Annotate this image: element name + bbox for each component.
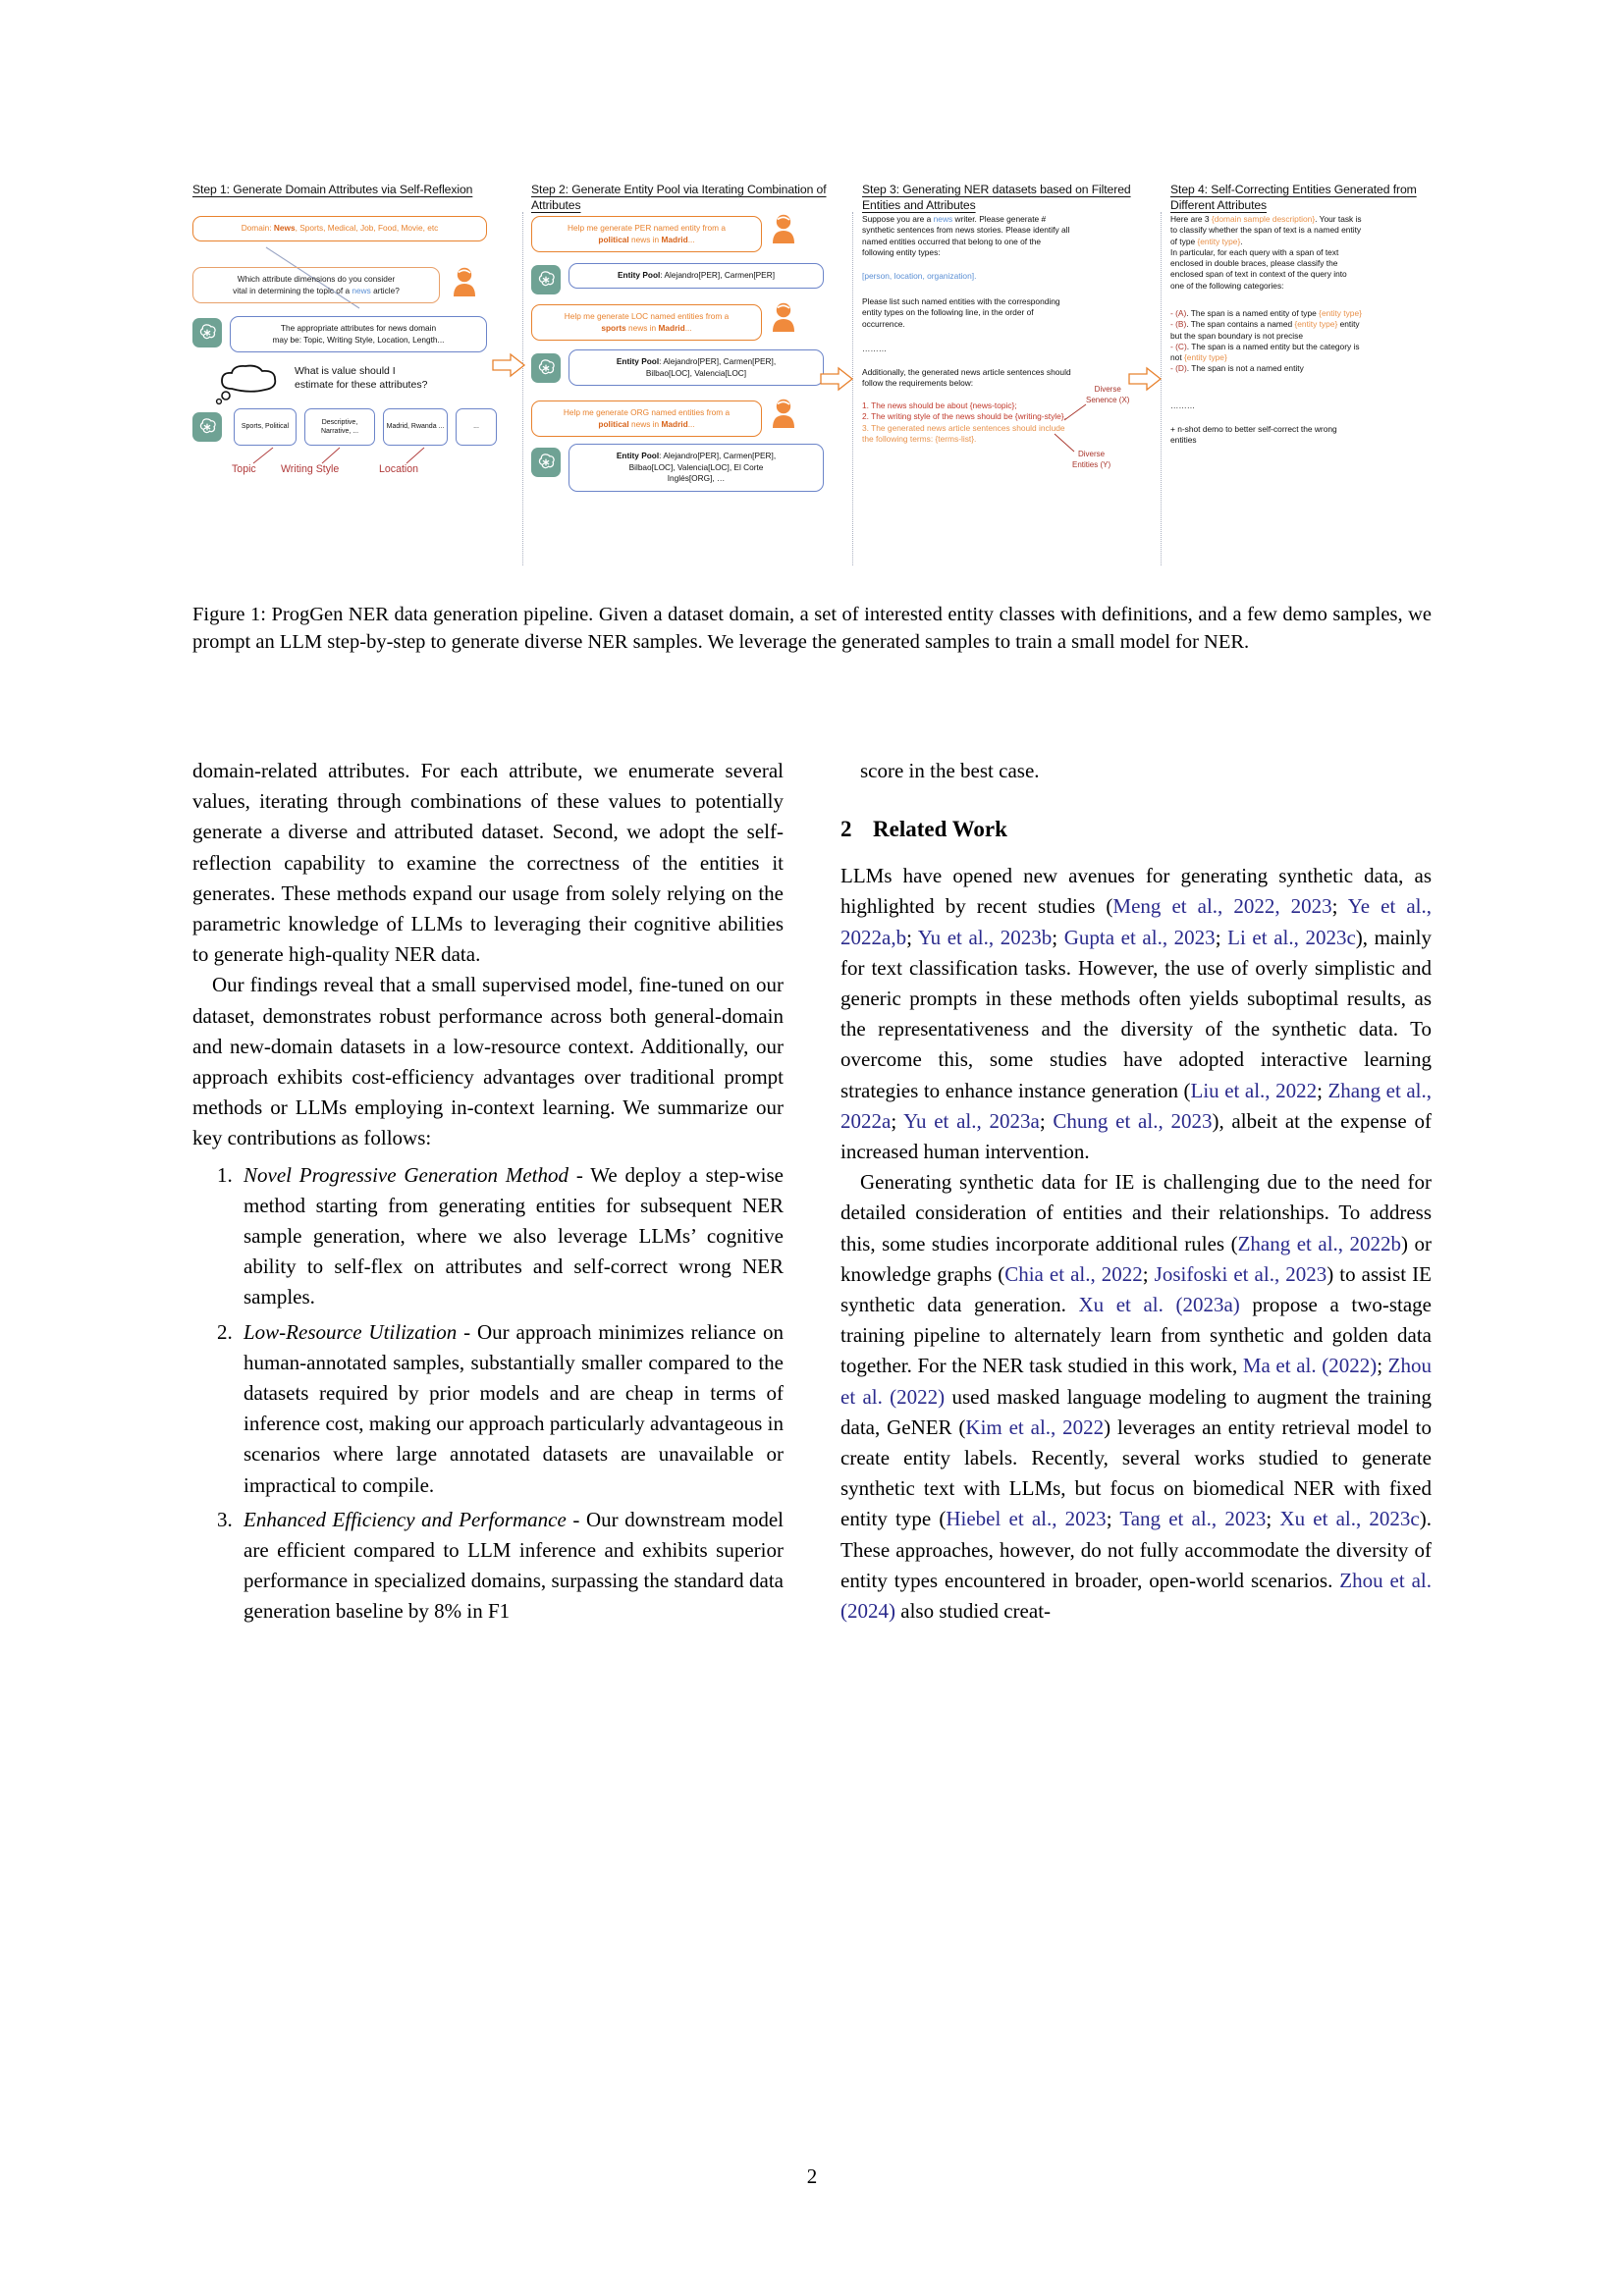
step2-entity-pool-1 [568,263,824,289]
option-b-cont: but the span boundary is not precise [1170,330,1304,341]
step2-prompt-2 [531,304,762,341]
attribute-box-topic: Sports, Political [234,408,297,446]
attr-label-writing-style: Writing Style [281,463,340,475]
step2-prompt-2-line-1: Help me generate LOC named entities from a [564,311,730,321]
gpt-answer-line-2: may be: Topic, Writing Style, Location, Length... [272,334,445,345]
user-question-line-2: vital in determining the topic of a news article? [233,285,400,295]
step4-prompt-header [1170,214,1432,292]
user-avatar-icon [452,267,477,296]
entity-pool-line: Entity Pool: Alejandro[PER], Carmen[PER], [616,451,777,460]
step3-line: follow the requirements below: [862,378,974,389]
citation-link[interactable]: Tang et al., 2023 [1119,1507,1267,1531]
paragraph-related-1: LLMs have opened new avenues for generating synthetic data, as highlighted by recent studies (Meng et al., 2022, 2023; Ye et al., 2022a,b; Yu et al., 2023b; Gupta et al., 2023; Li et al., 2023c), mainly for text classification tasks. However, the use of overly simplistic and generic prompts in these methods often yields suboptimal results, as the representativeness and the diversity of the synthetic data. To overcome this, some studies have adopted interactive learning strategies to enhance instance generation (Liu et al., 2022; Zhang et al., 2022a; Yu et al., 2023a; Chung et al., 2023), albeit at the expense of increased human intervention. [840,864,1432,1164]
option-c: - (C). The span is a named entity but the category is [1170,341,1360,351]
contribution-item-1 [238,1160,784,1313]
section-number: 2 [840,817,852,842]
annot-diverse-entities: Diverse Entities (Y) [1072,450,1111,469]
figure-1-pipeline [192,183,1432,575]
step3-line: entity types on the following line, in the order of [862,307,1034,318]
section-title: Related Work [873,817,1007,842]
requirement-2: 2. The writing style of the news should be {writing-style}. [862,411,1066,422]
step2-prompt-1-line-1: Help me generate PER named entity from a [568,223,726,233]
citation-link[interactable]: Hiebel et al., 2023 [946,1507,1107,1531]
citation-year-link[interactable]: (2022) [882,1384,946,1409]
option-d: - (D). The span is not a named entity [1170,363,1304,374]
step3-line: Please list such named entities with the corresponding [862,296,1060,306]
citation-link[interactable]: Kim et al., 2022 [965,1415,1105,1439]
step-2-title: Step 2: Generate Entity Pool via Iterating Combination of Attributes [531,183,827,212]
entity-pool-line: Bilbao[LOC], Valencia[LOC] [645,367,747,378]
requirement-3b: the following terms: {terms-list}. [862,433,977,444]
citation-link[interactable]: Liu et al., 2022 [1190,1078,1318,1102]
user-avatar-icon-3 [771,302,796,332]
domain-bubble-prefix: Domain: [241,223,274,233]
step3-line: Additionally, the generated news article sentences should [862,367,1071,377]
step2-prompt-1-line-2: political news in Madrid... [598,234,695,244]
contribution-body: - Our downstream model are efficient compared to LLM inference and exhibits superior performance in specialized domains, surpassing the standard data generation baseline by 8% in F1 [244,1507,784,1624]
citation-link[interactable]: Zhou et al. [840,1354,1432,1409]
step3-line: occurrence. [862,318,905,329]
citation-link[interactable]: Xu et al. [1078,1293,1164,1317]
entity-pool-line: Entity Pool: Alejandro[PER], Carmen[PER], [616,356,777,366]
contribution-item-2 [238,1317,784,1501]
step2-prompt-2-line-2: sports news in Madrid... [601,322,692,333]
step2-entity-pool-2 [568,349,824,386]
gpt-logo-icon-2 [192,412,222,442]
paragraph-related-2: Generating synthetic data for IE is challenging due to the need for detailed consideration of entities and their relationships. To address this, some studies incorporate additional rules (Zhang et al., 2022b) or knowledge graphs (Chia et al., 2022; Josifoski et al., 2023) to assist IE synthetic data generation. Xu et al. (2023a) propose a two-stage training pipeline to alternately learn from synthetic and golden data together. For the NER task studied in this work, Ma et al. (2022); Zhou et al. (2022) used masked language modeling to augment the training data, GeNER (Kim et al., 2022) leverages an entity retrieval model to create entity labels. Recently, several works studied to generate synthetic text with LLMs, but focus on biomedical NER with fixed entity type (Hiebel et al., 2023; Tang et al., 2023; Xu et al., 2023c). These approaches, however, do not fully accommodate the diversity of entity types encountered in broader, open-world scenarios. Zhou et al. (2024) also studied creat- [840,1170,1433,1624]
citation-link[interactable]: Zhang et al., 2022b [1237,1231,1402,1255]
citation-year-link[interactable]: (2022) [1316,1354,1378,1378]
citation-link[interactable]: Josifoski et al., 2023 [1154,1261,1327,1286]
step4-line: to classify whether the span of text is a named entity [1170,225,1362,236]
attribute-box-writing-style: Descriptive, Narrative, ... [304,408,375,446]
step4-line: Here are 3 {domain sample description}. Your task is [1170,214,1362,224]
domain-bubble-rest: , Sports, Medical, Job, Food, Movie, etc [295,223,439,233]
step4-tail-line-1: + n-shot demo to better self-correct the wrong [1170,424,1337,434]
figure-step-3 [862,183,1157,575]
user-question-bubble [192,267,440,303]
figure-caption: Figure 1: ProgGen NER data generation pipeline. Given a dataset domain, a set of interested entity classes with definitions, and a few demo samples, we prompt an LLM step-by-step to generate diverse NER samples. We leverage the generated samples to train a small model for NER. [192,604,1432,653]
step2-prompt-3-line-1: Help me generate ORG named entities from a [563,407,731,417]
paragraph-carryover: score in the best case. [860,759,1040,782]
step3-line: following entity types: [862,246,941,257]
user-question-line-1: Which attribute dimensions do you consider [237,274,396,284]
thought-line-1: What is value should I [295,365,396,377]
citation-link[interactable]: Xu et al., 2023c [1279,1507,1420,1531]
citation-link[interactable]: Chung et al., 2023 [1053,1108,1213,1133]
figure-step-2 [531,183,855,575]
citation-year-link[interactable]: (2024) [840,1599,895,1624]
step3-line: named entities occurred that belong to one of the [862,236,1042,246]
step4-line: In particular, for each query with a span of text [1170,246,1339,257]
step4-line: of type {entity type}. [1170,236,1243,246]
requirement-1: 1. The news should be about {news-topic}; [862,400,1017,410]
citation-link[interactable]: Ma et al. [1242,1354,1317,1378]
gpt-answer-bubble [230,316,487,352]
requirement-3a: 3. The generated news article sentences should include [862,422,1065,433]
page-number: 2 [806,2164,818,2188]
body-column-left [192,756,784,1631]
annot-diverse-sentence: Diverse Senence (X) [1086,385,1130,404]
figure-step-1 [192,183,516,575]
user-avatar-icon-2 [771,214,796,243]
attribute-box-more: ... [456,408,497,446]
user-avatar-icon-4 [771,399,796,428]
citation-year-link[interactable]: (2023a) [1163,1293,1240,1317]
step-4-title: Step 4: Self-Correcting Entities Generated from Different Attributes [1170,183,1417,212]
contribution-body: - Our approach minimizes reliance on human-annotated samples, substantially smaller compared to the datasets required by prior models and are cheap in terms of inference cost, making our approach particularly advantageous in scenarios where large annotated datasets are unavailable or impractical to compile. [244,1319,784,1497]
entity-pool-line: Bilbao[LOC], Valencia[LOC], El Corte [628,461,764,472]
figure-divider-1 [522,212,523,565]
contribution-body: - We deploy a step-wise method starting from generating entities for subsequent NER sample generation, where we also leverage LLMs’ cognitive ability to self-flex on attributes and self-correct wrong NER samples. [244,1162,784,1309]
citation-link[interactable]: Zhou et al. [1339,1568,1433,1592]
gpt-logo-icon-5 [531,448,561,477]
step4-tail [1170,424,1432,447]
step4-options [1170,308,1432,375]
citation-link[interactable]: Meng et al., 2022, 2023 [1112,894,1332,919]
domain-bubble-bold: News [273,223,296,233]
step2-prompt-3-line-2: political news in Madrid... [598,418,695,429]
option-b: - (B). The span contains a named {entity type} entity [1170,319,1360,330]
contribution-item-3 [238,1505,784,1628]
domain-bubble [192,216,487,241]
step4-line: enclosed in double braces, please classify the [1170,258,1338,269]
attribute-box-location: Madrid, Rwanda ... [383,408,448,446]
entity-types-line: [person, location, organization]. [862,271,977,281]
citation-link[interactable]: Ye et al., 2022a,b [840,894,1432,949]
gpt-answer-line-1: The appropriate attributes for news domain [280,323,437,333]
step3-entity-types [862,271,1157,282]
gpt-logo-icon-4 [531,353,561,383]
arrow-step2-to-step3-icon [819,365,858,395]
step2-prompt-3 [531,400,762,437]
step3-listing-instruction [862,296,1157,330]
attr-label-topic: Topic [232,463,256,475]
annot-leader-y [1055,434,1080,455]
entity-pool-line: Inglés[ORG], … [667,473,726,484]
attribute-label-leaders [232,442,458,469]
step-3-title: Step 3: Generating NER datasets based on Filtered Entities and Attributes [862,183,1131,212]
annot-leader-x [1064,404,1094,424]
attr-label-location: Location [379,463,419,475]
citation-link[interactable]: Gupta et al., 2023 [1063,925,1216,949]
body-column-right [840,756,1432,1627]
citation-link[interactable]: Yu et al., 2023a [903,1108,1040,1133]
citation-link[interactable]: Chia et al., 2022 [1004,1261,1143,1286]
thought-cloud-icon [214,363,291,412]
step4-line: one of the following categories: [1170,280,1284,291]
figure-step-4 [1170,183,1432,575]
step2-prompt-1 [531,216,762,252]
gpt-logo-icon [192,318,222,347]
step3-requirements-list [862,400,1157,445]
thought-text [295,365,491,392]
contributions-list [192,1160,784,1628]
step4-line: enclosed span of text in context of the query into [1170,269,1347,280]
contribution-title: Low-Resource Utilization [244,1319,458,1344]
citation-link[interactable]: Zhang et al., 2022a [840,1078,1432,1133]
step4-ellipsis: ……… [1170,400,1196,410]
section-heading-related-work [840,816,1432,843]
option-c-cont: not {entity type} [1170,352,1227,363]
citation-link[interactable]: Yu et al., 2023b [917,925,1053,949]
step3-prompt-intro [862,214,1157,258]
step2-entity-pool-3 [568,444,824,492]
step-1-title: Step 1: Generate Domain Attributes via Self-Reflexion [192,183,473,196]
citation-link[interactable]: Li et al., 2023c [1227,925,1356,949]
contribution-title: Enhanced Efficiency and Performance [244,1507,567,1531]
step3-line: synthetic sentences from news stories. Please identify all [862,225,1070,236]
step4-tail-line-2: entities [1170,435,1197,446]
paragraph-findings: Our findings reveal that a small supervised model, fine-tuned on our dataset, demonstrates robust performance across both general-domain and new-domain datasets in a low-resource context. Additionally, our approach exhibits cost-efficiency advantages over traditional prompt methods or LLMs employing in-context learning. We summarize our key contributions as follows: [192,973,784,1150]
contribution-title: Novel Progressive Generation Method [244,1162,569,1187]
step3-line: Suppose you are a news writer. Please generate # [862,214,1047,224]
thought-line-2: estimate for these attributes? [295,378,428,391]
entity-pool-line: Entity Pool: Alejandro[PER], Carmen[PER] [618,270,775,280]
arrow-step1-to-step2-icon [491,351,530,381]
option-a: - (A). The span is a named entity of type {entity type} [1170,308,1362,318]
paragraph-domain-attributes: domain-related attributes. For each attribute, we enumerate several values, iterating through combinations of these values to potentially generate a diverse and attributed dataset. Second, we adopt the self-reflection capability to examine the correctness of the entities it generates. These methods expand our usage from solely relying on the parametric knowledge of LLMs to leveraging their cognitive abilities to generate high-quality NER data. [192,759,784,967]
step3-ellipsis: ……… [862,344,888,353]
gpt-logo-icon-3 [531,265,561,294]
